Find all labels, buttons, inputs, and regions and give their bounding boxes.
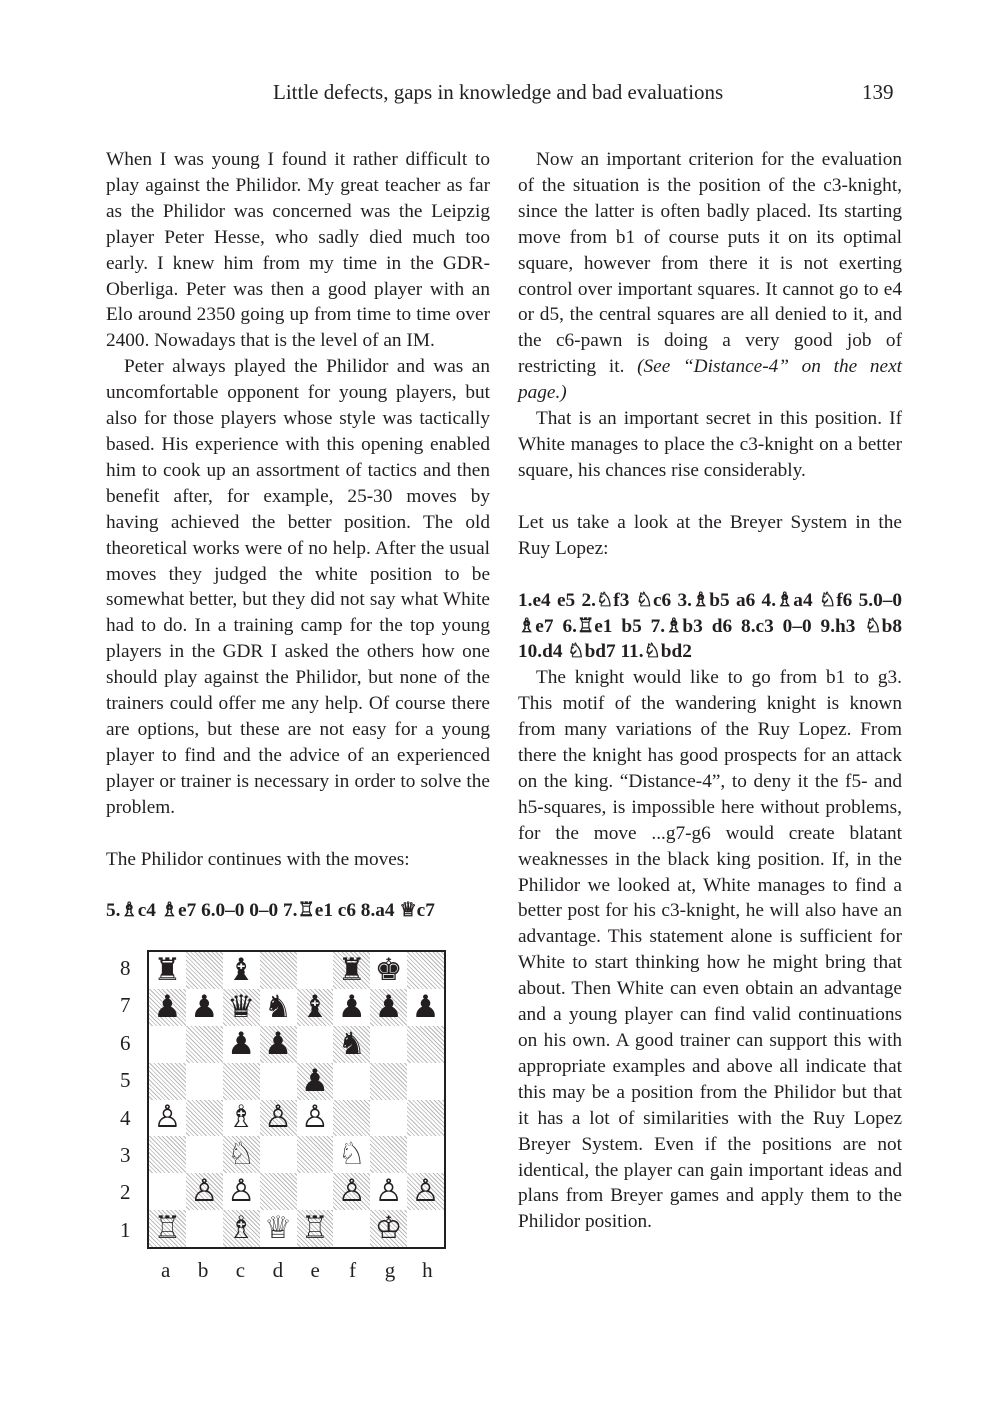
chess-piece: ♙ (153, 1099, 182, 1136)
square-c7 (223, 989, 260, 1026)
square-e8 (297, 952, 334, 989)
square-c3 (223, 1136, 260, 1173)
square-e6 (297, 1026, 334, 1063)
chess-piece: ♟ (301, 1062, 329, 1099)
square-c2 (223, 1173, 260, 1210)
square-d4 (260, 1100, 297, 1137)
chess-piece: ♝ (227, 951, 256, 988)
square-a5 (149, 1063, 186, 1100)
square-a8 (149, 952, 186, 989)
square-g3 (370, 1136, 407, 1173)
square-b7 (186, 989, 223, 1026)
square-g5 (370, 1063, 407, 1100)
square-f8 (333, 952, 370, 989)
rank-label-8: 8 (120, 956, 131, 980)
chess-piece: ♗ (227, 1099, 256, 1136)
chess-piece: ♙ (301, 1099, 329, 1136)
chess-piece: ♙ (411, 1173, 440, 1210)
chess-piece: ♟ (227, 1025, 256, 1062)
move-sequence: 5.♗c4 ♗e7 6.0–0 0–0 7.♖e1 c6 8.a4 ♕c7 (106, 900, 435, 922)
rank-label-1: 1 (120, 1217, 131, 1242)
square-e1 (297, 1210, 334, 1247)
chess-piece: ♔ (374, 1210, 403, 1247)
chess-piece: ♟ (153, 988, 182, 1025)
chess-piece: ♘ (337, 1136, 366, 1173)
chess-piece: ♜ (153, 951, 182, 988)
square-d7 (260, 989, 297, 1026)
square-a4 (149, 1100, 186, 1137)
square-d3 (260, 1136, 297, 1173)
square-h5 (407, 1063, 444, 1100)
chess-piece: ♕ (264, 1210, 292, 1247)
rank-label-4: 4 (120, 1105, 131, 1130)
chess-piece: ♙ (337, 1173, 366, 1210)
square-h6 (407, 1026, 444, 1063)
square-e3 (297, 1136, 334, 1173)
chess-board (147, 950, 446, 1249)
rank-label-6: 6 (120, 1030, 131, 1055)
paragraph (518, 147, 902, 406)
square-f2 (333, 1173, 370, 1210)
chess-piece: ♘ (227, 1136, 256, 1173)
square-d5 (260, 1063, 297, 1100)
chess-piece: ♟ (337, 988, 366, 1025)
chess-piece: ♖ (153, 1210, 182, 1247)
square-d6 (260, 1026, 297, 1063)
square-e2 (297, 1173, 334, 1210)
chess-piece: ♚ (374, 951, 403, 988)
rank-label-2: 2 (120, 1180, 131, 1205)
chess-piece: ♝ (301, 988, 329, 1025)
square-g1 (370, 1210, 407, 1247)
square-f7 (333, 989, 370, 1026)
square-a6 (149, 1026, 186, 1063)
chess-diagram (110, 950, 455, 1285)
square-h3 (407, 1136, 444, 1173)
square-d1 (260, 1210, 297, 1247)
square-g4 (370, 1100, 407, 1137)
square-b2 (186, 1173, 223, 1210)
square-b8 (186, 952, 223, 989)
square-b5 (186, 1063, 223, 1100)
square-g6 (370, 1026, 407, 1063)
chess-piece: ♟ (411, 988, 440, 1025)
paragraph-text: Now an important criterion for the evaluation of the situation is the position of the c3-knight, since the latter is often badly placed. Its starting move from b1 of course puts it on its optimal square, however from there it is not exerting control over important squares. It cannot go to e4 or d5, the central squares are all denied to it, and the c6-pawn is doing a very good job of restricting it. (518, 149, 902, 378)
chess-piece: ♞ (264, 988, 292, 1025)
file-label-c: c (235, 1258, 246, 1282)
chess-piece: ♗ (227, 1210, 256, 1247)
square-c1 (223, 1210, 260, 1247)
file-label-g: g (384, 1258, 396, 1282)
running-head: Little defects, gaps in knowledge and bad evaluations (273, 80, 724, 104)
file-label-h: h (422, 1258, 433, 1282)
square-c8 (223, 952, 260, 989)
right-column (518, 147, 902, 1235)
paragraph: Peter always played the Philidor and was an uncomfortable opponent for young players, but also for those players whose style was tactically based. His experience with this opening enabled him to cook up an assortment of tactics and then benefit after, for example, 25-30 moves by having achieved the better position. The old theoretical works were of no help. After the usual moves they judged the white position to be somewhat better, but they did not say what White had to do. In a training camp for the top young players in the GDR I asked the others how one should play against the Philidor, but none of the trainers could offer me any help. Of course there are options, but these are not easy for a young player to find and the advice of an experienced player or trainer is necessary in order to solve the problem. (106, 356, 490, 818)
chess-piece: ♟ (264, 1025, 292, 1062)
paragraph: That is an important secret in this position. If White manages to place the c3-knight on a better square, his chances rise considerably. (518, 408, 902, 481)
file-label-e: e (310, 1258, 320, 1282)
paragraph: When I was young I found it rather difficult to play against the Philidor. My great teacher as far as the Philidor was concerned was the Leipzig player Peter Hesse, who sadly died much too early. I knew him from my time in the GDR-Oberliga. Peter was then a good player with an Elo around 2350 going up from time to time over 2400. Nowadays that is the level of an IM. (106, 149, 490, 352)
square-h4 (407, 1100, 444, 1137)
square-b4 (186, 1100, 223, 1137)
square-a1 (149, 1210, 186, 1247)
square-f3 (333, 1136, 370, 1173)
square-d8 (260, 952, 297, 989)
square-g2 (370, 1173, 407, 1210)
square-f5 (333, 1063, 370, 1100)
square-c6 (223, 1026, 260, 1063)
chess-piece: ♖ (301, 1210, 329, 1247)
chess-piece: ♙ (264, 1099, 292, 1136)
file-label-b: b (197, 1258, 209, 1282)
square-e7 (297, 989, 334, 1026)
rank-label-5: 5 (120, 1068, 131, 1093)
page-number: 139 (862, 80, 894, 104)
chess-piece: ♛ (227, 988, 256, 1025)
square-b6 (186, 1026, 223, 1063)
paragraph: The Philidor continues with the moves: (106, 848, 410, 870)
move-sequence: 1.e4 e5 2.♘f3 ♘c6 3.♗b5 a6 4.♗a4 ♘f6 5.0–0 ♗e7 6.♖e1 b5 7.♗b3 d6 8.c3 0–0 9.h3 ♘b8 10.d4 ♘bd7 11.♘bd2 (518, 589, 902, 663)
square-g7 (370, 989, 407, 1026)
square-h8 (407, 952, 444, 989)
paragraph: Let us take a look at the Breyer System in the Ruy Lopez: (518, 511, 902, 559)
cross-reference-note: (See “Distance-4” on the next page.) (518, 356, 902, 404)
square-f1 (333, 1210, 370, 1247)
chess-piece: ♙ (190, 1173, 219, 1210)
square-f4 (333, 1100, 370, 1137)
square-h7 (407, 989, 444, 1026)
square-e5 (297, 1063, 334, 1100)
square-b3 (186, 1136, 223, 1173)
file-labels (147, 1258, 446, 1283)
square-h2 (407, 1173, 444, 1210)
chess-piece: ♙ (227, 1173, 256, 1210)
square-h1 (407, 1210, 444, 1247)
file-label-d: d (272, 1258, 284, 1282)
left-column (106, 147, 490, 924)
square-c4 (223, 1100, 260, 1137)
square-a3 (149, 1136, 186, 1173)
square-d2 (260, 1173, 297, 1210)
chess-piece: ♟ (374, 988, 403, 1025)
square-a2 (149, 1173, 186, 1210)
square-b1 (186, 1210, 223, 1247)
chess-piece: ♞ (337, 1025, 366, 1062)
square-f6 (333, 1026, 370, 1063)
square-c5 (223, 1063, 260, 1100)
rank-label-7: 7 (120, 993, 131, 1018)
chess-piece: ♜ (337, 951, 366, 988)
chess-piece: ♙ (374, 1173, 403, 1210)
file-label-f: f (349, 1258, 357, 1282)
square-a7 (149, 989, 186, 1026)
paragraph: The knight would like to go from b1 to g3. This motif of the wandering knight is known from many variations of the Ruy Lopez. From there the knight has good prospects for an attack on the king. “Distance-4”, to deny it the f5- and h5-squares, is impossible here without problems, for the move ...g7-g6 would create blatant weaknesses in the black king position. If, in the Philidor we looked at, White manages to find a better post for his c3-knight, he will also have an advantage. This statement alone is sufficient for White to start thinking how he might bring that about. Then White can even obtain an advantage and a young player can find valid continuations on his own. A good trainer can support this with appropriate examples and above all indicate that this may be a position from the Philidor but that it has a lot of similarities with the Ruy Lopez Breyer System. Even if the positions are not identical, the player can gain important ideas and plans from Breyer games and apply them to the Philidor position. (518, 667, 902, 1233)
chess-piece: ♟ (190, 988, 219, 1025)
square-g8 (370, 952, 407, 989)
square-e4 (297, 1100, 334, 1137)
rank-label-3: 3 (120, 1142, 131, 1167)
file-label-a: a (161, 1258, 171, 1282)
